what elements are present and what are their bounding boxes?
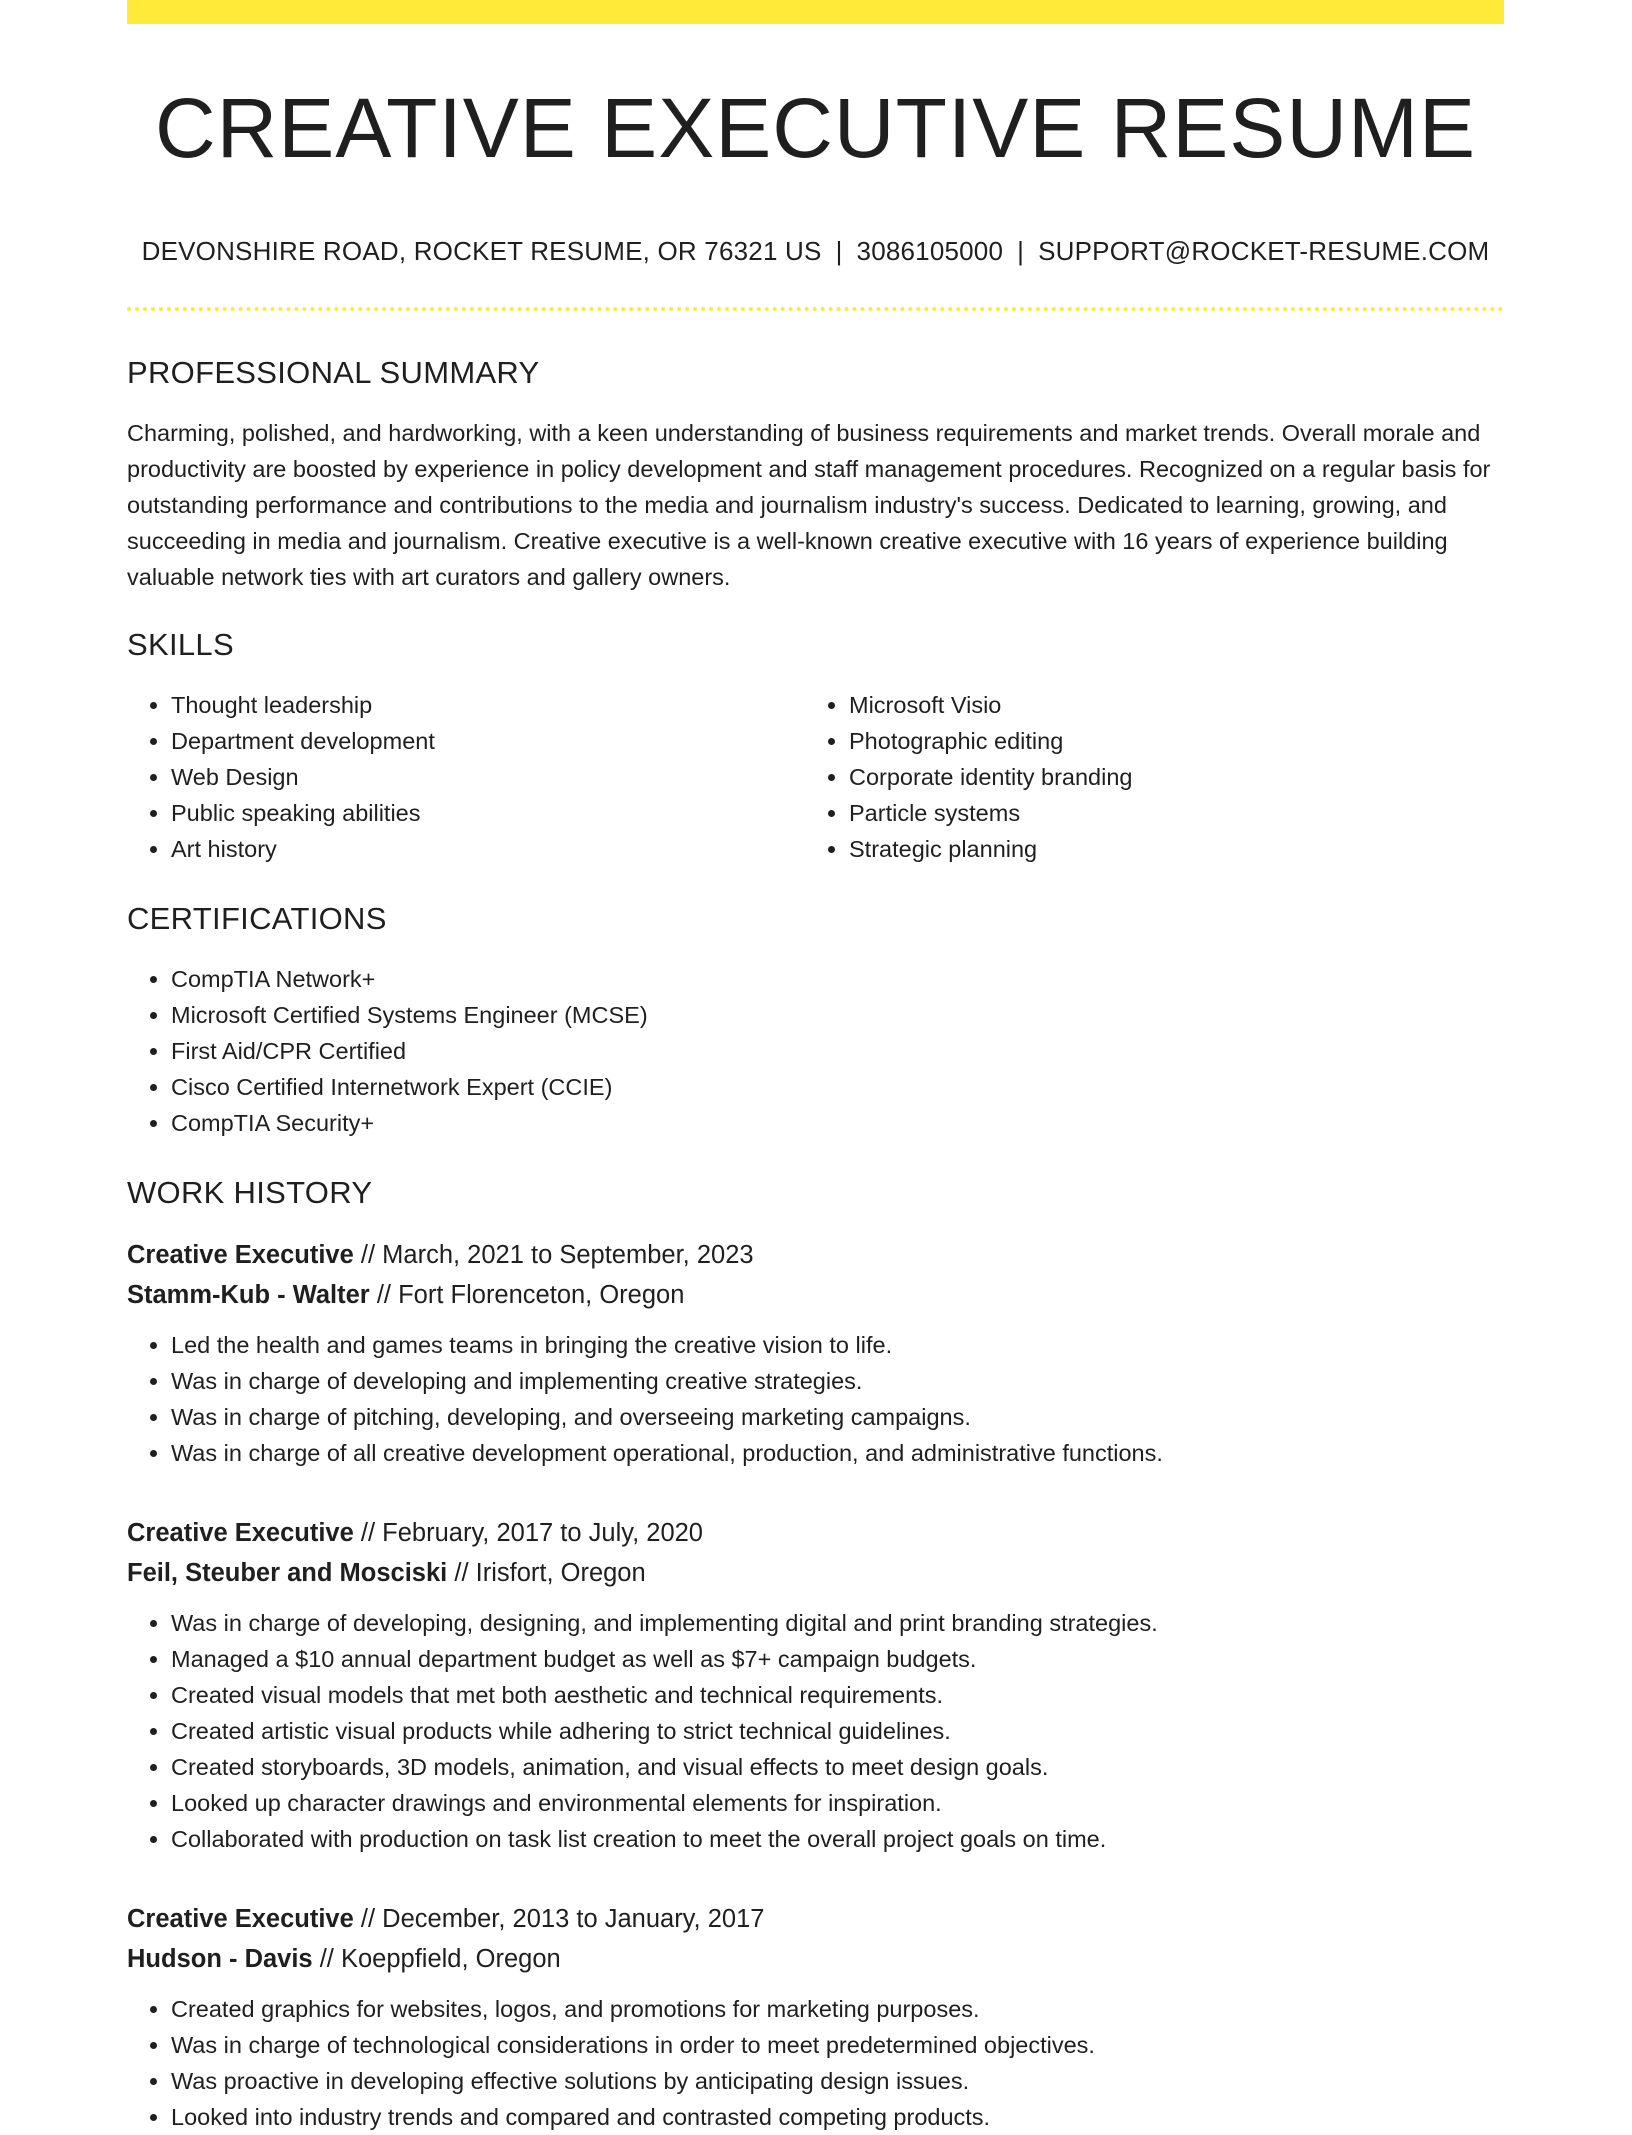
contact-separator: |	[1017, 236, 1025, 267]
skills-column-left	[127, 687, 805, 867]
job-company: Stamm-Kub - Walter	[127, 1281, 370, 1310]
job-bullet: • Created graphics for websites, logos, and promotions for marketing purposes.	[171, 1991, 1504, 2027]
job-bullets	[127, 1991, 1504, 2135]
resume-title: CREATIVE EXECUTIVE RESUME	[154, 81, 1476, 175]
skill-item: • Art history	[171, 831, 805, 867]
skills-heading: SKILLS	[127, 627, 234, 663]
certification-item: • Microsoft Certified Systems Engineer (MCSE)	[171, 997, 1504, 1033]
job-location: // Fort Florenceton, Oregon	[376, 1281, 685, 1310]
job-role: Creative Executive	[127, 1905, 354, 1934]
job-company: Hudson - Davis	[127, 1945, 313, 1974]
accent-top-bar	[127, 0, 1504, 24]
contact-email: SUPPORT@ROCKET-RESUME.COM	[1038, 236, 1490, 267]
job-company: Feil, Steuber and Mosciski	[127, 1559, 448, 1588]
skill-item: • Particle systems	[849, 795, 1483, 831]
contact-separator: |	[835, 236, 843, 267]
job-entry	[127, 1235, 1504, 1471]
job-bullet: • Managed a $10 annual department budget as well as $7+ campaign budgets.	[171, 1641, 1504, 1677]
skill-item: • Microsoft Visio	[849, 687, 1483, 723]
certifications-list	[127, 961, 1504, 1141]
job-entry	[127, 1899, 1504, 2135]
job-location: // Koeppfield, Oregon	[319, 1945, 561, 1974]
job-dates: // March, 2021 to September, 2023	[360, 1241, 754, 1270]
job-bullet: • Was in charge of developing and implementing creative strategies.	[171, 1363, 1504, 1399]
job-role-line	[127, 1899, 1504, 1939]
skill-item: • Thought leadership	[171, 687, 805, 723]
certification-item: • CompTIA Network+	[171, 961, 1504, 997]
job-bullet: • Looked up character drawings and environmental elements for inspiration.	[171, 1785, 1504, 1821]
job-company-line	[127, 1553, 1504, 1593]
job-bullet: • Created artistic visual products while adhering to strict technical guidelines.	[171, 1713, 1504, 1749]
contact-phone: 3086105000	[856, 236, 1004, 267]
job-bullet: • Was proactive in developing effective solutions by anticipating design issues.	[171, 2063, 1504, 2099]
job-location: // Irisfort, Oregon	[454, 1559, 646, 1588]
certification-item: • CompTIA Security+	[171, 1105, 1504, 1141]
skill-item: • Web Design	[171, 759, 805, 795]
skill-item: • Corporate identity branding	[849, 759, 1483, 795]
job-bullet: • Was in charge of technological considerations in order to meet predetermined objectives.	[171, 2027, 1504, 2063]
job-company-line	[127, 1939, 1504, 1979]
job-bullet: • Was in charge of pitching, developing, and overseeing marketing campaigns.	[171, 1399, 1504, 1435]
job-bullet: • Was in charge of all creative development operational, production, and administrative functions.	[171, 1435, 1504, 1471]
skill-item: • Strategic planning	[849, 831, 1483, 867]
skill-item: • Department development	[171, 723, 805, 759]
work-history-heading: WORK HISTORY	[127, 1175, 373, 1211]
resume-page	[127, 0, 1504, 2135]
certification-item: • First Aid/CPR Certified	[171, 1033, 1504, 1069]
job-role: Creative Executive	[127, 1241, 354, 1270]
job-role-line	[127, 1235, 1504, 1275]
summary-heading: PROFESSIONAL SUMMARY	[127, 355, 540, 391]
contact-address: DEVONSHIRE ROAD, ROCKET RESUME, OR 76321 US	[141, 236, 822, 267]
job-bullets	[127, 1605, 1504, 1857]
certifications-heading: CERTIFICATIONS	[127, 901, 387, 937]
job-bullet: • Looked into industry trends and compared and contrasted competing products.	[171, 2099, 1504, 2135]
job-bullet: • Created storyboards, 3D models, animation, and visual effects to meet design goals.	[171, 1749, 1504, 1785]
job-company-line	[127, 1275, 1504, 1315]
job-bullet: • Created visual models that met both aesthetic and technical requirements.	[171, 1677, 1504, 1713]
job-entry	[127, 1513, 1504, 1857]
skill-item: • Photographic editing	[849, 723, 1483, 759]
skills-column-right	[805, 687, 1483, 867]
summary-text: Charming, polished, and hardworking, with a keen understanding of business requirements and market trends. Overall morale and productivity are boosted by experience in policy development and staff management procedures. Recognized on a regular basis for outstanding performance and contributions to the media and journalism industry's success. Dedicated to learning, growing, and succeeding in media and journalism. Creative executive is a well-known creative executive with 16 years of experience building valuable network ties with art curators and gallery owners.	[127, 420, 1491, 591]
skills-list	[127, 687, 1504, 867]
job-bullet: • Led the health and games teams in bringing the creative vision to life.	[171, 1327, 1504, 1363]
job-role: Creative Executive	[127, 1519, 354, 1548]
skill-item: • Public speaking abilities	[171, 795, 805, 831]
job-bullet: • Was in charge of developing, designing, and implementing digital and print branding strategies.	[171, 1605, 1504, 1641]
job-role-line	[127, 1513, 1504, 1553]
job-dates: // February, 2017 to July, 2020	[360, 1519, 703, 1548]
job-bullets	[127, 1327, 1504, 1471]
job-bullet: • Collaborated with production on task list creation to meet the overall project goals on time.	[171, 1821, 1504, 1857]
contact-line	[127, 236, 1504, 267]
certification-item: • Cisco Certified Internetwork Expert (CCIE)	[171, 1069, 1504, 1105]
job-dates: // December, 2013 to January, 2017	[360, 1905, 765, 1934]
dotted-divider	[127, 307, 1504, 311]
